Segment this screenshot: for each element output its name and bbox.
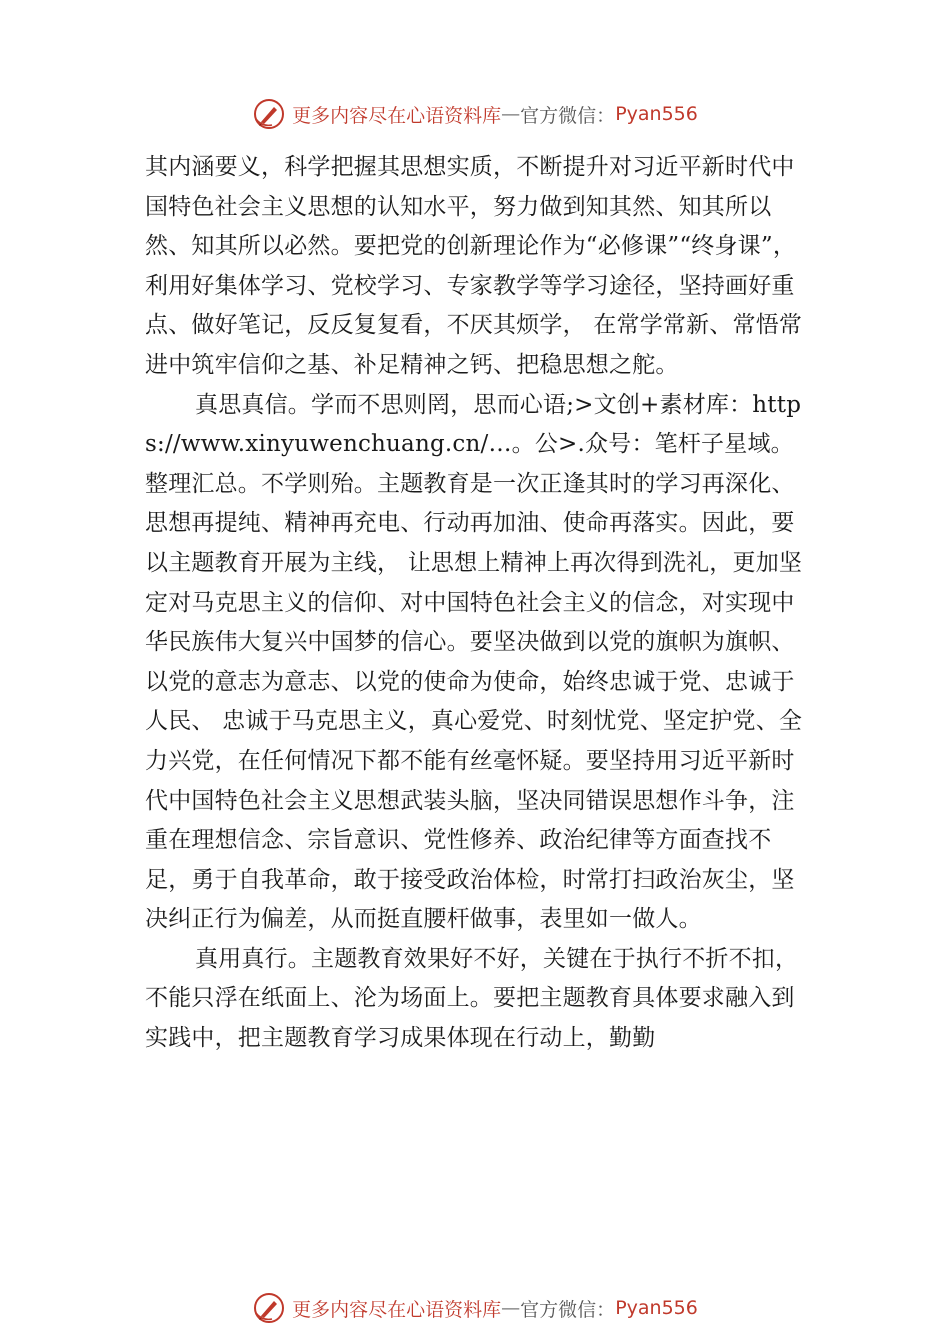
official-label: 官方微信： bbox=[520, 104, 616, 127]
paragraph-2: 真思真信。学而不思则罔，思而心语;>文创+素材库：https://www.xinyuwenchuang.cn/…。公>.众号：笔杆子星域。整理汇总。不学则殆。主题教育是一次正逢其时的学习再深化、思想再提纯、精神再充电、行动再加油、使命再落实。因此，要以主题教育开展为主线， 让思想上精神上再次得到洗礼，更加坚定对马克思主义的信仰、对中国特色社会主义的信念，对实现中华民族伟大复兴中国梦的信心。要坚决做到以党的旗帜为旗帜、以党的意志为意志、以党的使命为使命，始终忠诚于党、忠诚于人民、 忠诚于马克思主义，真心爱党、时刻忧党、坚定护党、全力兴党，在任何情况下都不能有丝毫怀疑。要坚持用习近平新时代中国特色社会主义思想武装头脑，坚决同错误思想作斗争，注重在理想信念、宗旨意识、党性修养、政治纪律等方面查找不足，勇于自我革命，敢于接受政治体检，时常打扫政治灰尘，坚决纠正行为偏差，从而挺直腰杆做事，表里如一做人。 bbox=[145, 391, 803, 933]
footer-banner bbox=[0, 1288, 950, 1328]
separator: — bbox=[501, 103, 521, 125]
promo-text: 更多内容尽在心语资料库 bbox=[292, 1298, 502, 1321]
pen-logo-icon bbox=[252, 1291, 286, 1325]
promo-text: 更多内容尽在心语资料库 bbox=[292, 104, 502, 127]
pen-logo-icon bbox=[252, 97, 286, 131]
wechat-id: Pyan556 bbox=[615, 1297, 698, 1319]
official-label: 官方微信： bbox=[520, 1298, 616, 1321]
separator: — bbox=[501, 1297, 521, 1319]
header-banner bbox=[0, 94, 950, 134]
wechat-id: Pyan556 bbox=[615, 103, 698, 125]
document-body bbox=[145, 148, 815, 1059]
paragraph-3: 真用真行。主题教育效果好不好，关键在于执行不折不扣，不能只浮在纸面上、沦为场面上。要把主题教育具体要求融入到实践中，把主题教育学习成果体现在行动上，勤勤 bbox=[145, 945, 799, 1052]
paragraph-1: 其内涵要义，科学把握其思想实质，不断提升对习近平新时代中国特色社会主义思想的认知水平，努力做到知其然、知其所以然、知其所以必然。要把党的创新理论作为“必修课”“终身课”，利用好集体学习、党校学习、专家教学等学习途径，坚持画好重点、做好笔记，反反复复看，不厌其烦学， 在常学常新、常悟常进中筑牢信仰之基、补足精神之钙、把稳思想之舵。 bbox=[145, 154, 803, 378]
